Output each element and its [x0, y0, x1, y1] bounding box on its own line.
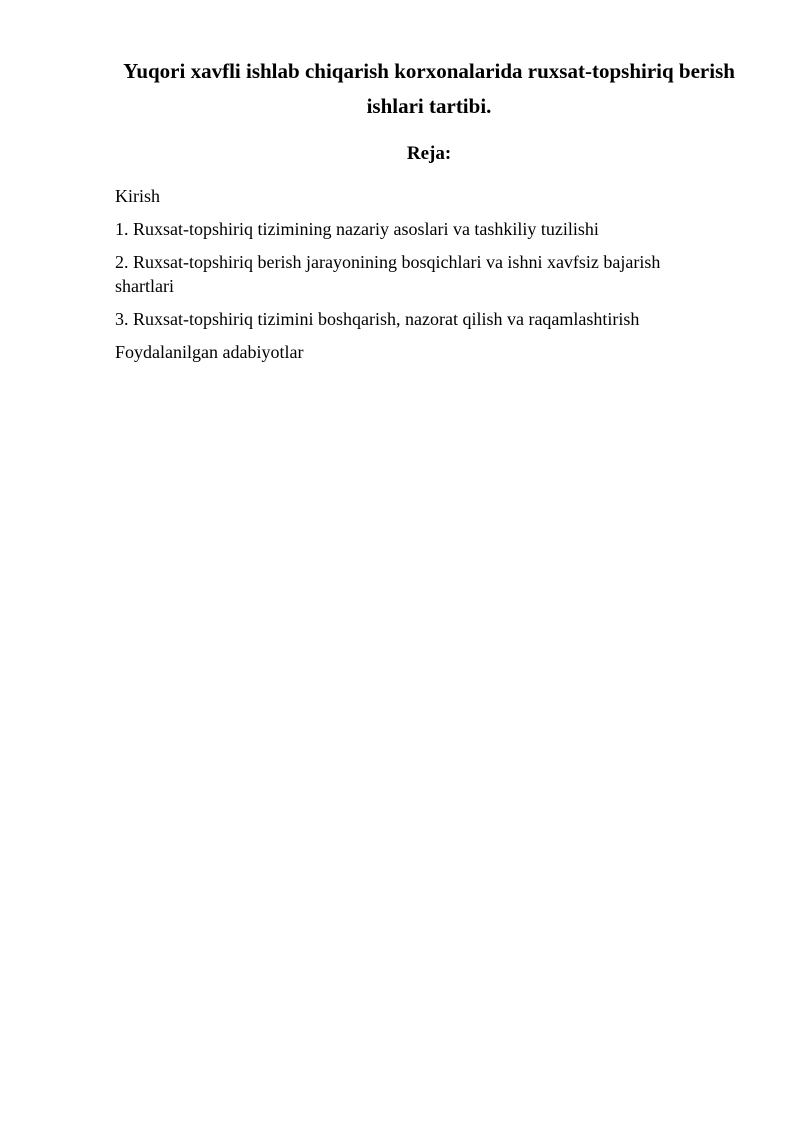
plan-heading: Reja:	[406, 143, 452, 164]
plan-item-intro: Kirish	[115, 186, 160, 206]
plan-item-3: 3. Ruxsat-topshiriq tizimini boshqarish, nazorat qilish va raqamlashtirish	[115, 309, 640, 329]
plan-item-2: 2. Ruxsat-topshiriq berish jarayonining bosqichlari va ishni xavfsiz bajarish shartlari	[115, 252, 661, 296]
document-title: Yuqori xavfli ishlab chiqarish korxonalarida ruxsat-topshiriq berish ishlari tartibi.	[123, 59, 735, 118]
plan-item-1: 1. Ruxsat-topshiriq tizimining nazariy asoslari va tashkiliy tuzilishi	[115, 219, 599, 239]
plan-item-references: Foydalanilgan adabiyotlar	[115, 342, 304, 362]
plan-list	[115, 184, 715, 373]
